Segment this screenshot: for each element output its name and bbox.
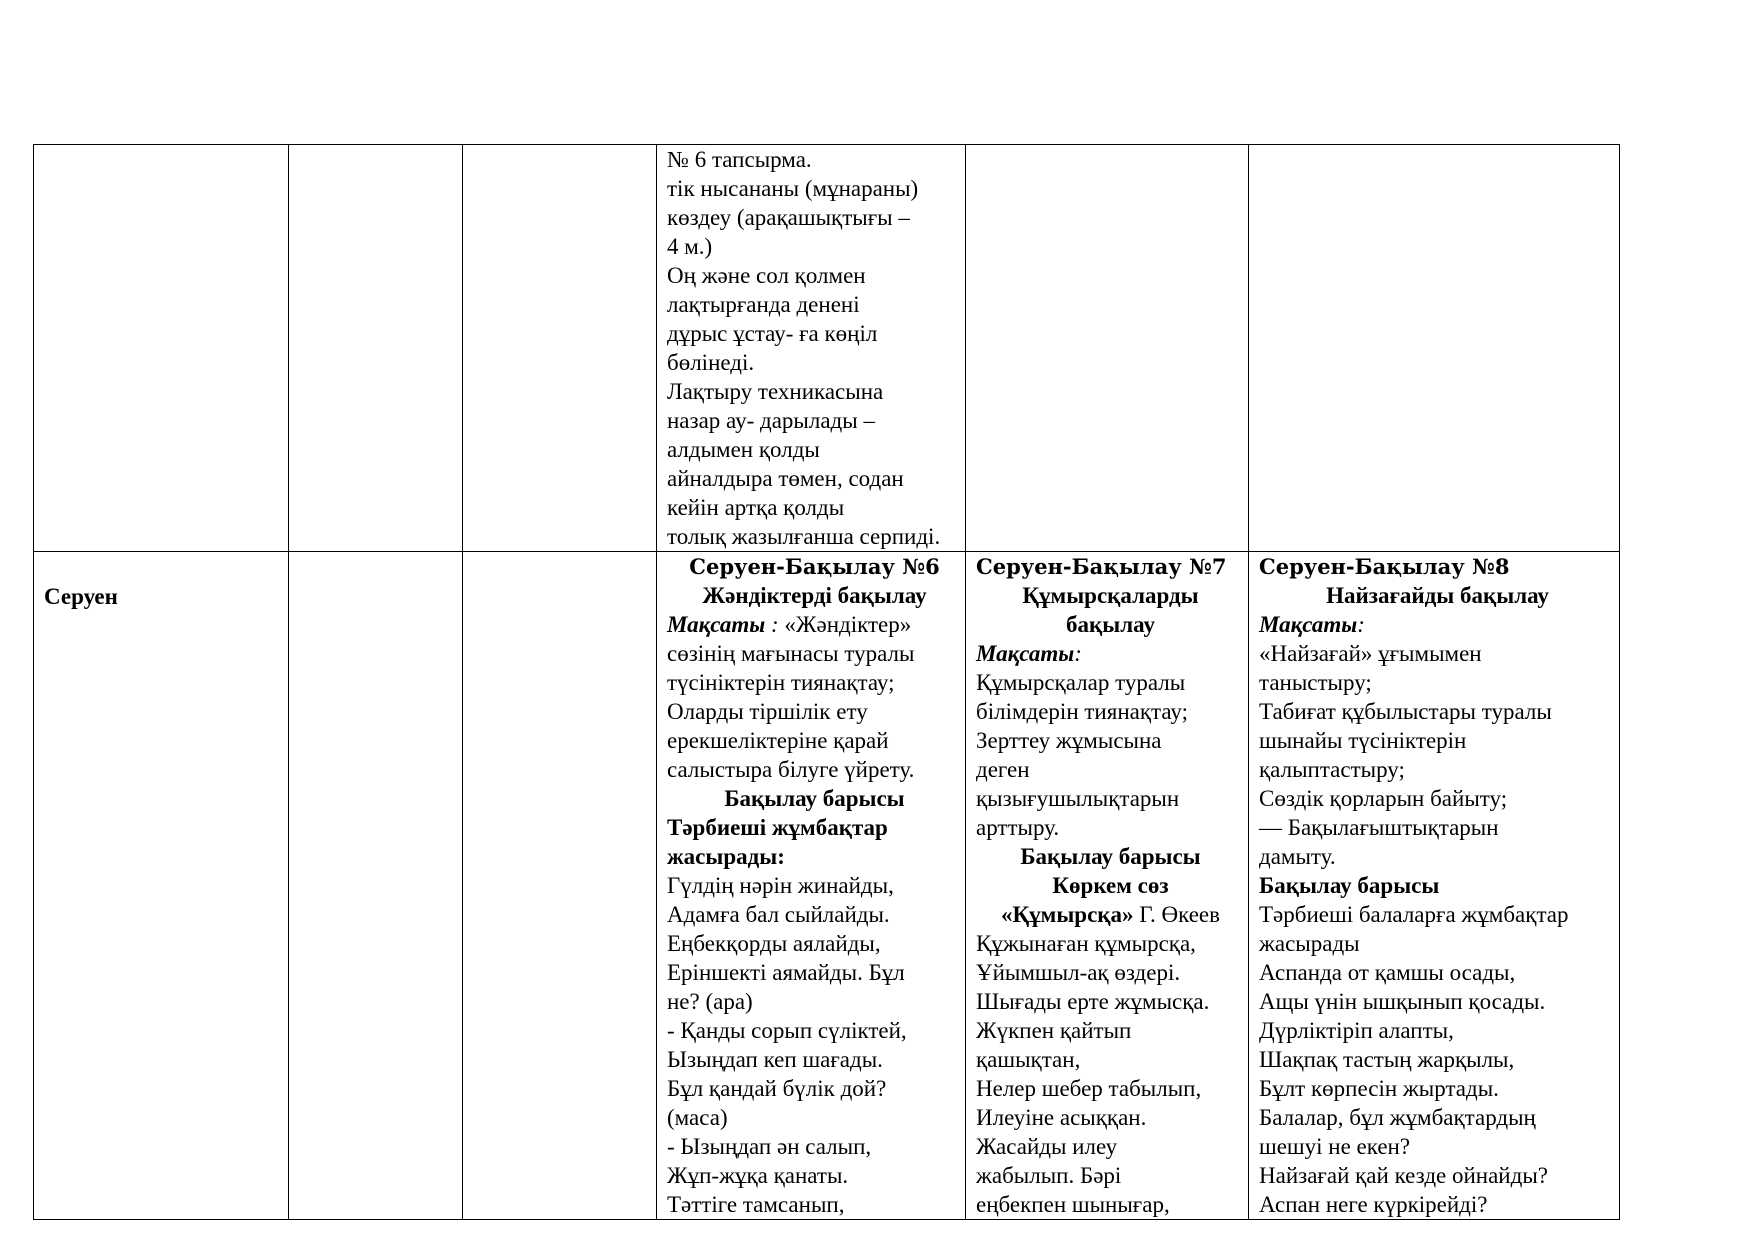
text-line: Бұл қандай бүлік дой? [667,1076,887,1101]
text-line: Жұп-жұқа қанаты. [667,1163,849,1188]
observation-subtitle: Жәндіктерді бақылау [702,583,927,608]
text-line: назар ау- дарылады – [667,408,875,433]
row-label-cell [34,552,289,1220]
observation-subtitle: Найзағайды бақылау [1326,583,1549,608]
aim-description [1259,639,1616,871]
observation-subtitle: бақылау [1066,612,1155,637]
art-word-heading: Көркем сөз [1052,873,1169,898]
aim-text: «Жәндіктер» [784,612,912,637]
text-line: Оларды тіршілік ету [667,699,868,724]
text-line: дұрыс ұстау- ға көңіл [667,321,878,346]
table-row [34,552,1620,1220]
observation-6-cell [657,552,966,1220]
aim-description [667,639,962,784]
aim-label: Мақсаты [1259,612,1358,637]
text-line: Найзағай қай кезде ойнайды? [1259,1163,1548,1188]
text-line: білімдерін тиянақтау; [976,699,1188,724]
aim-description [976,668,1245,842]
table-row [34,145,1620,552]
text-line: Оң және сол қолмен [667,263,866,288]
text-line: Зерттеу жұмысына [976,728,1162,753]
table-cell [1249,145,1620,552]
table-cell [966,145,1249,552]
text-line: Бұлт көрпесін жыртады. [1259,1076,1499,1101]
text-line: жабылып. Бәрі [976,1163,1122,1188]
aim-separator: : [1074,641,1082,666]
text-line: алдымен қолды [667,437,820,462]
text-line: — Бақылағыштықтарын [1259,815,1499,840]
text-line: Дүрліктіріп алапты, [1259,1018,1454,1043]
text-line: Еріншекті аямайды. Бұл [667,960,905,985]
text-line: бөлінеді. [667,350,755,375]
text-line: Аспанда от қамшы осады, [1259,960,1516,985]
riddle-text [1259,900,1616,1219]
text-line: Ызыңдап кеп шағады. [667,1047,883,1072]
aim-separator: : [765,612,785,637]
observation-title: Серуен-Бақылау №7 [976,554,1227,579]
poem-author: Г. Өкеев [1133,902,1220,927]
text-line: түсініктерін тиянақтау; [667,670,895,695]
aim-line [1259,610,1616,639]
text-line: Жүкпен қайтып [976,1018,1132,1043]
text-line: Балалар, бұл жұмбақтардың [1259,1105,1536,1130]
poem-text [976,929,1245,1219]
progress-heading: Бақылау барысы [724,786,905,811]
text-line: - Ызыңдап ән салып, [667,1134,872,1159]
plan-table [33,144,1620,1220]
text-line: тік нысананы (мұнараны) [667,176,919,201]
table-cell [463,552,657,1220]
text-line: Құмырсқалар туралы [976,670,1186,695]
text-line: Лақтыру техникасына [667,379,884,404]
table-cell [34,145,289,552]
text-line: деген [976,757,1030,782]
text-line: Гүлдің нәрін жинайды, [667,873,894,898]
text-line: - Қанды сорып сүліктей, [667,1018,907,1043]
text-line: толық жазылғанша серпиді. [667,524,941,549]
text-line: 4 м.) [667,234,713,259]
text-line: қашықтан, [976,1047,1081,1072]
text-line: «Найзағай» ұғымымен [1259,641,1482,666]
text-line: арттыру. [976,815,1060,840]
text-line: Жасайды илеу [976,1134,1118,1159]
text-line: лақтырғанда денені [667,292,860,317]
aim-line [667,610,962,639]
text-line: Тәттіге тамсанып, [667,1192,845,1217]
text-line: Нелер шебер табылып, [976,1076,1202,1101]
text-line: шынайы түсініктерін [1259,728,1467,753]
text-line: таныстыру; [1259,670,1372,695]
text-line: ерекшеліктеріне қарай [667,728,889,753]
text-line: Тәрбиеші балаларға жұмбақтар [1259,902,1569,927]
text-line: Ұйымшыл-ақ өздері. [976,960,1181,985]
poem-title: «Құмырсқа» [1000,902,1134,927]
text-line: қалыптастыру; [1259,757,1405,782]
observation-7-cell [966,552,1249,1220]
task6-text [667,145,962,551]
text-line: дамыту. [1259,844,1336,869]
text-line: айналдыра төмен, содан [667,466,904,491]
text-line: Аспан неге күркірейді? [1259,1192,1488,1217]
table-cell [289,145,463,552]
text-line: Сөздік қорларын байыту; [1259,786,1508,811]
row-label: Серуен [44,584,118,609]
task6-cell [657,145,966,552]
aim-label: Мақсаты [667,612,766,637]
observation-title: Серуен-Бақылау №8 [1259,554,1510,579]
text-line: Құжынаған құмырсқа, [976,931,1196,956]
observation-title: Серуен-Бақылау №6 [689,554,940,579]
text-line: кейін артқа қолды [667,495,845,520]
aim-line [976,639,1245,668]
text-line: көздеу (арақашықтығы – [667,205,910,230]
text-line: сөзінің мағынасы туралы [667,641,915,666]
text-line: Адамға бал сыйлайды. [667,902,890,927]
text-line: Ащы үнін ышқынып қосады. [1259,989,1546,1014]
text-line: Шығады ерте жұмысқа. [976,989,1210,1014]
observation-subtitle: Құмырсқаларды [1022,583,1199,608]
aim-separator: : [1357,612,1365,637]
riddle-text [667,871,962,1219]
text-line: еңбекпен шынығар, [976,1192,1170,1217]
poem-heading [976,900,1245,929]
progress-heading: Бақылау барысы [1259,873,1440,898]
table-cell [289,552,463,1220]
text-line: қызығушылықтарын [976,786,1180,811]
text-line: салыстыра білуге үйрету. [667,757,915,782]
aim-label: Мақсаты [976,641,1075,666]
text-line: Еңбекқорды аялайды, [667,931,881,956]
progress-heading: Бақылау барысы [1020,844,1201,869]
text-line: (маса) [667,1105,728,1130]
observation-8-cell [1249,552,1620,1220]
text-line: Илеуіне асыққан. [976,1105,1147,1130]
riddle-heading: жасырады: [667,844,785,869]
text-line: жасырады [1259,931,1360,956]
riddle-heading: Тәрбиеші жұмбақтар [667,815,888,840]
text-line: Шақпақ тастың жарқылы, [1259,1047,1515,1072]
text-line: не? (ара) [667,989,753,1014]
table-cell [463,145,657,552]
text-line: шешуі не екен? [1259,1134,1411,1159]
text-line: № 6 тапсырма. [667,147,812,172]
text-line: Табиғат құбылыстары туралы [1259,699,1552,724]
